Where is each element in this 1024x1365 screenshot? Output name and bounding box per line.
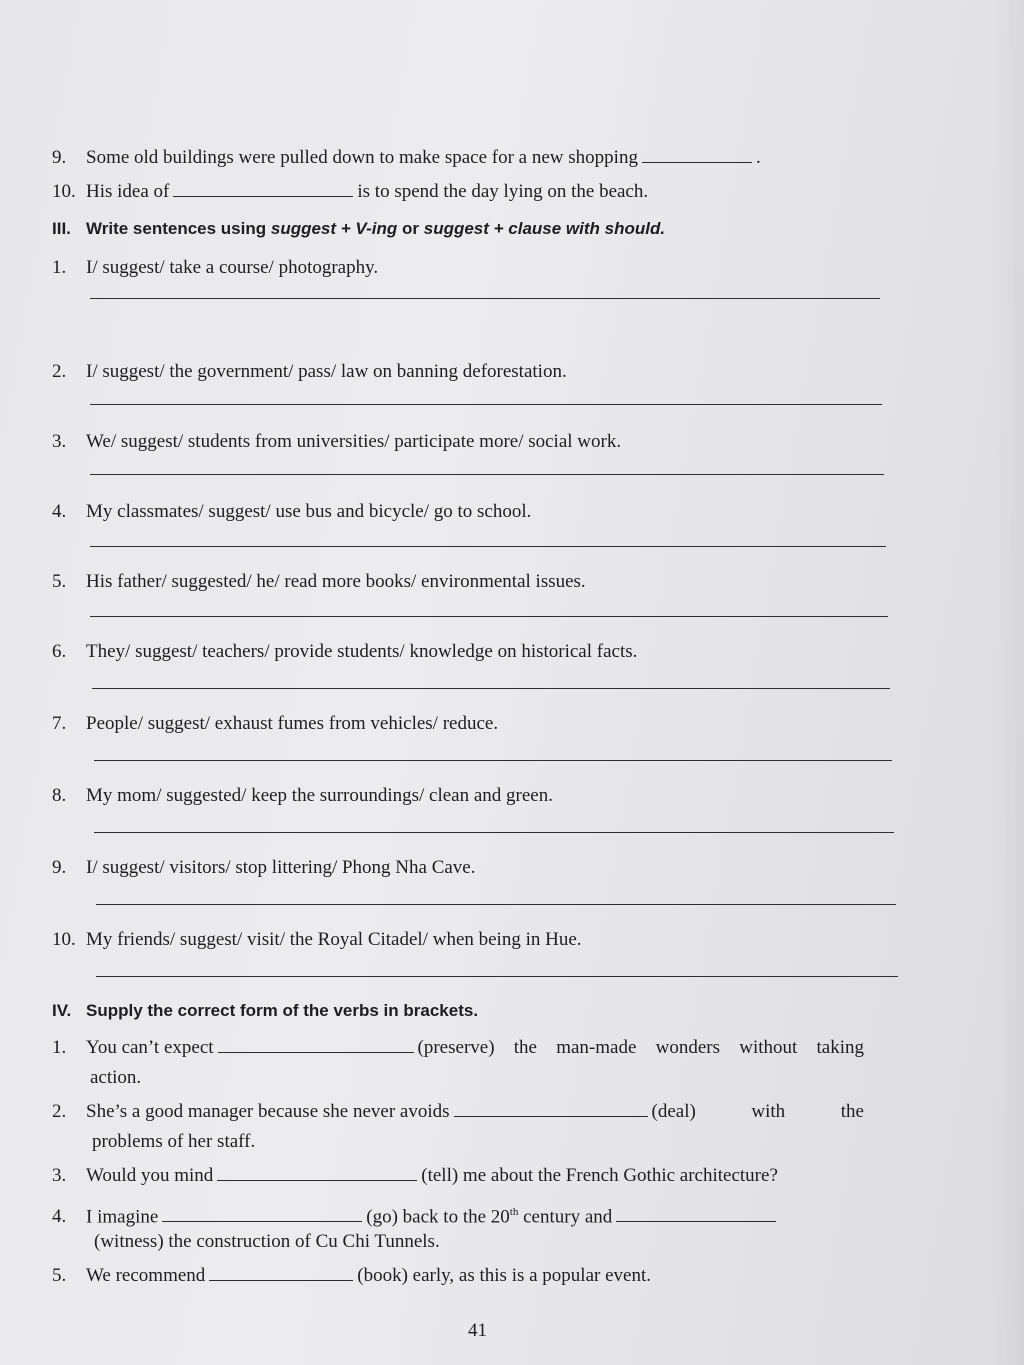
exercise-3-item-3: 3. We/ suggest/ students from universities/ participate more/ social work. [52,431,622,452]
exercise-3-item-6: 6. They/ suggest/ teachers/ provide students/ knowledge on historical facts. [52,641,638,662]
exercise-3-item-5: 5. His father/ suggested/ he/ read more books/ environmental issues. [52,571,586,592]
exercise-2-item-10: 10. His idea of is to spend the day lying on the beach. [52,181,649,202]
answer-blank[interactable] [218,1036,414,1053]
answer-blank[interactable] [173,180,353,197]
answer-line[interactable] [94,832,894,833]
section-3-heading: III. Write sentences using suggest + V-ing or suggest + clause with should. [52,219,666,238]
answer-blank[interactable] [616,1205,776,1222]
exercise-4-item-2: 2. She’s a good manager because she never avoids (deal) with the [52,1101,864,1122]
exercise-4-item-4-continued: (witness) the construction of Cu Chi Tunnels. [94,1231,440,1252]
exercise-3-item-8: 8. My mom/ suggested/ keep the surroundings/ clean and green. [52,785,553,806]
answer-line[interactable] [92,688,890,689]
worksheet-content [52,0,922,1365]
page-number: 41 [468,1320,487,1341]
exercise-4-item-4: 4. I imagine (go) back to the 20th century and [52,1200,912,1229]
answer-line[interactable] [90,474,884,475]
answer-line[interactable] [96,976,898,977]
exercise-4-item-2-continued: problems of her staff. [92,1131,256,1152]
answer-line[interactable] [94,760,892,761]
exercise-4-item-1: 1. You can’t expect (preserve) the man-made wonders without taking [52,1037,864,1058]
exercise-3-item-7: 7. People/ suggest/ exhaust fumes from vehicles/ reduce. [52,713,499,734]
answer-blank[interactable] [454,1100,648,1117]
answer-blank[interactable] [217,1164,417,1181]
answer-line[interactable] [90,546,886,547]
exercise-3-item-9: 9. I/ suggest/ visitors/ stop littering/ Phong Nha Cave. [52,857,476,878]
section-4-heading: IV. Supply the correct form of the verbs in brackets. [52,1001,479,1020]
answer-line[interactable] [90,404,882,405]
answer-blank[interactable] [642,146,752,163]
answer-blank[interactable] [162,1205,362,1222]
answer-line[interactable] [96,904,896,905]
exercise-3-item-10: 10. My friends/ suggest/ visit/ the Royal Citadel/ when being in Hue. [52,929,582,950]
exercise-4-item-5: 5. We recommend (book) early, as this is a popular event. [52,1265,651,1286]
exercise-3-item-2: 2. I/ suggest/ the government/ pass/ law on banning deforestation. [52,361,567,382]
exercise-2-item-9: 9. Some old buildings were pulled down to make space for a new shopping . [52,147,761,168]
exercise-4-item-3: 3. Would you mind (tell) me about the French Gothic architecture? [52,1165,778,1186]
page-shadow [994,0,1024,1365]
answer-blank[interactable] [209,1264,353,1281]
answer-line[interactable] [90,616,888,617]
exercise-3-item-4: 4. My classmates/ suggest/ use bus and bicycle/ go to school. [52,501,532,522]
answer-line[interactable] [90,298,880,299]
exercise-3-item-1: 1. I/ suggest/ take a course/ photography. [52,257,379,278]
exercise-4-item-1-continued: action. [90,1067,142,1088]
